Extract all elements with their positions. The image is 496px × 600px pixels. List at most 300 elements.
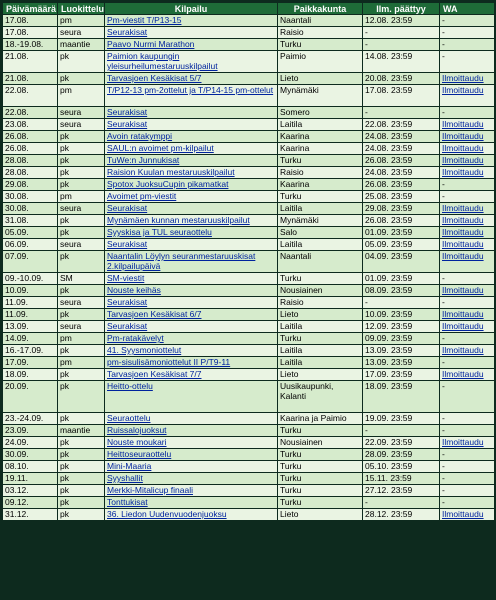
cell-event	[105, 333, 277, 344]
cell-deadline: 12.09. 23:59	[363, 321, 439, 332]
table-row	[3, 119, 494, 130]
cell-wa	[440, 437, 494, 448]
register-link[interactable]: Ilmoittaudu	[442, 227, 484, 237]
table-row	[3, 107, 494, 118]
cell-date: 21.08.	[3, 73, 57, 84]
cell-class: pm	[58, 357, 104, 368]
cell-place: Paimio	[278, 51, 362, 72]
cell-date: 11.09.	[3, 297, 57, 308]
event-link[interactable]: Raision Kuulan mestaruuskilpailut	[107, 167, 235, 177]
cell-class: pk	[58, 155, 104, 166]
table-row	[3, 321, 494, 332]
cell-class: seura	[58, 107, 104, 118]
event-link[interactable]: SAUL:n avoimet pm-kilpailut	[107, 143, 214, 153]
event-link[interactable]: Ruissalojuoksut	[107, 425, 167, 435]
col-header-wa[interactable]: WA	[440, 3, 494, 14]
table-row	[3, 239, 494, 250]
event-link[interactable]: Pm-viestit T/P13-15	[107, 15, 182, 25]
event-link[interactable]: Seuraottelu	[107, 413, 151, 423]
cell-date: 13.09.	[3, 321, 57, 332]
cell-date: 26.08.	[3, 143, 57, 154]
cell-deadline: 12.08. 23:59	[363, 15, 439, 26]
cell-class: pm	[58, 85, 104, 106]
cell-deadline: 26.08. 23:59	[363, 179, 439, 190]
event-link[interactable]: 36. Liedon Uudenvuodenjuoksu	[107, 509, 227, 519]
cell-place: Lieto	[278, 309, 362, 320]
register-link[interactable]: Ilmoittaudu	[442, 239, 484, 249]
event-link[interactable]: Tarvasjoen Kesäkisat 5/7	[107, 73, 202, 83]
cell-place: Laitila	[278, 357, 362, 368]
cell-wa	[440, 119, 494, 130]
register-link[interactable]: Ilmoittaudu	[442, 215, 484, 225]
cell-wa	[440, 203, 494, 214]
table-row	[3, 143, 494, 154]
event-link[interactable]: TuWe:n Junnukisat	[107, 155, 180, 165]
cell-wa: -	[440, 381, 494, 412]
cell-place: Raisio	[278, 167, 362, 178]
register-link[interactable]: Ilmoittaudu	[442, 321, 484, 331]
table-row	[3, 297, 494, 308]
register-link[interactable]: Ilmoittaudu	[442, 85, 484, 95]
register-link[interactable]: Ilmoittaudu	[442, 509, 484, 519]
event-link[interactable]: Seurakisat	[107, 297, 148, 307]
cell-class: seura	[58, 239, 104, 250]
cell-place: Uusikaupunki, Kalanti	[278, 381, 362, 412]
cell-place: Nousiainen	[278, 437, 362, 448]
cell-wa: -	[440, 107, 494, 118]
cell-class: pk	[58, 285, 104, 296]
table-row	[3, 485, 494, 496]
cell-class: pm	[58, 333, 104, 344]
cell-place: Kaarina	[278, 143, 362, 154]
event-link[interactable]: Spotox JuoksuCupin pikamatkat	[107, 179, 229, 189]
cell-event	[105, 85, 277, 106]
table-row	[3, 73, 494, 84]
table-row	[3, 155, 494, 166]
cell-wa: -	[440, 51, 494, 72]
cell-event	[105, 239, 277, 250]
event-link[interactable]: Mini-Maaria	[107, 461, 152, 471]
cell-place: Turku	[278, 425, 362, 436]
cell-place: Lieto	[278, 509, 362, 520]
cell-class: pk	[58, 215, 104, 226]
table-row	[3, 309, 494, 320]
cell-wa	[440, 509, 494, 520]
table-row	[3, 215, 494, 226]
cell-deadline: 04.09. 23:59	[363, 251, 439, 272]
cell-date: 20.09.	[3, 381, 57, 412]
cell-wa: -	[440, 449, 494, 460]
table-row	[3, 497, 494, 508]
cell-event	[105, 51, 277, 72]
table-row	[3, 191, 494, 202]
col-header-date[interactable]: Päivämäärä	[3, 3, 57, 14]
event-link[interactable]: Avoin ratakymppi	[107, 131, 173, 141]
cell-event	[105, 27, 277, 38]
event-link[interactable]: Tonttukisat	[107, 497, 148, 507]
cell-wa: -	[440, 485, 494, 496]
table-row	[3, 285, 494, 296]
table-row	[3, 131, 494, 142]
cell-event	[105, 509, 277, 520]
cell-date: 11.09.	[3, 309, 57, 320]
table-row	[3, 425, 494, 436]
event-link[interactable]: Merkki-Mitalicup finaali	[107, 485, 193, 495]
cell-class: seura	[58, 297, 104, 308]
event-link[interactable]: Paavo Nurmi Marathon	[107, 39, 195, 49]
register-link[interactable]: Ilmoittaudu	[442, 73, 484, 83]
event-link[interactable]: Paimion kaupungin yleisurheilumestaruuskilpailut	[107, 51, 218, 71]
cell-event	[105, 73, 277, 84]
table-row	[3, 251, 494, 272]
cell-place: Mynämäki	[278, 215, 362, 226]
cell-event	[105, 437, 277, 448]
cell-place: Laitila	[278, 203, 362, 214]
cell-wa: -	[440, 473, 494, 484]
cell-date: 05.09.	[3, 227, 57, 238]
table-row	[3, 345, 494, 356]
cell-event	[105, 191, 277, 202]
cell-place: Salo	[278, 227, 362, 238]
cell-date: 23.08.	[3, 119, 57, 130]
cell-date: 30.08.	[3, 191, 57, 202]
cell-place: Somero	[278, 107, 362, 118]
cell-date: 23.09.	[3, 425, 57, 436]
table-row	[3, 413, 494, 424]
cell-date: 21.08.	[3, 51, 57, 72]
cell-class: pk	[58, 485, 104, 496]
col-header-event[interactable]: Kilpailu	[105, 3, 277, 14]
cell-wa	[440, 227, 494, 238]
register-link[interactable]: Ilmoittaudu	[442, 437, 484, 447]
cell-event	[105, 155, 277, 166]
table-row	[3, 85, 494, 106]
cell-wa	[440, 73, 494, 84]
event-link[interactable]: Seurakisat	[107, 119, 148, 129]
cell-wa	[440, 131, 494, 142]
cell-class: pm	[58, 15, 104, 26]
event-link[interactable]: Tarvasjoen Kesäkisat 7/7	[107, 369, 202, 379]
event-link[interactable]: Seurakisat	[107, 203, 148, 213]
cell-date: 22.08.	[3, 107, 57, 118]
register-link[interactable]: Ilmoittaudu	[442, 369, 484, 379]
cell-date: 17.08.	[3, 15, 57, 26]
cell-date: 26.08.	[3, 131, 57, 142]
table-row	[3, 333, 494, 344]
register-link[interactable]: Ilmoittaudu	[442, 155, 484, 165]
cell-place: Turku	[278, 461, 362, 472]
register-link[interactable]: Ilmoittaudu	[442, 345, 484, 355]
event-link[interactable]: Nouste keihäs	[107, 285, 161, 295]
cell-wa: -	[440, 15, 494, 26]
cell-deadline: 05.10. 23:59	[363, 461, 439, 472]
cell-event	[105, 107, 277, 118]
cell-deadline: -	[363, 107, 439, 118]
cell-class: seura	[58, 203, 104, 214]
cell-event	[105, 357, 277, 368]
cell-event	[105, 449, 277, 460]
cell-wa: -	[440, 357, 494, 368]
cell-wa: -	[440, 413, 494, 424]
cell-date: 17.09.	[3, 357, 57, 368]
event-link[interactable]: 41. Syysmoniottelut	[107, 345, 182, 355]
event-link[interactable]: Pm-ratakävelyt	[107, 333, 164, 343]
cell-event	[105, 381, 277, 412]
event-link[interactable]: Nouste moukari	[107, 437, 167, 447]
cell-place: Turku	[278, 333, 362, 344]
cell-wa: -	[440, 425, 494, 436]
cell-place: Nousiainen	[278, 285, 362, 296]
cell-place: Laitila	[278, 345, 362, 356]
cell-wa	[440, 345, 494, 356]
register-link[interactable]: Ilmoittaudu	[442, 131, 484, 141]
cell-deadline: -	[363, 27, 439, 38]
event-link[interactable]: Avoimet pm-viestit	[107, 191, 177, 201]
cell-place: Laitila	[278, 119, 362, 130]
cell-date: 24.09.	[3, 437, 57, 448]
cell-event	[105, 425, 277, 436]
cell-class: pk	[58, 413, 104, 424]
cell-deadline: 26.08. 23:59	[363, 215, 439, 226]
cell-place: Lieto	[278, 369, 362, 380]
cell-deadline: 10.09. 23:59	[363, 309, 439, 320]
cell-deadline: 27.12. 23:59	[363, 485, 439, 496]
col-header-deadline[interactable]: Ilm. päättyy	[363, 3, 439, 14]
cell-deadline: 26.08. 23:59	[363, 155, 439, 166]
cell-place: Turku	[278, 39, 362, 50]
cell-deadline: 19.09. 23:59	[363, 413, 439, 424]
cell-date: 18.09.	[3, 369, 57, 380]
cell-deadline: 24.08. 23:59	[363, 167, 439, 178]
cell-date: 28.08.	[3, 155, 57, 166]
cell-class: pk	[58, 251, 104, 272]
cell-date: 06.09.	[3, 239, 57, 250]
event-link[interactable]: Mynämäen kunnan mestaruuskilpailut	[107, 215, 250, 225]
cell-place: Turku	[278, 497, 362, 508]
event-link[interactable]: Seurakisat	[107, 107, 148, 117]
cell-date: 10.09.	[3, 285, 57, 296]
cell-deadline: 15.11. 23:59	[363, 473, 439, 484]
event-link[interactable]: Seurakisat	[107, 321, 148, 331]
event-link[interactable]: pm-sisulisämoniottelut II P/T9-11	[107, 357, 231, 367]
event-link[interactable]: Heittoseuraottelu	[107, 449, 172, 459]
cell-event	[105, 131, 277, 142]
cell-wa: -	[440, 333, 494, 344]
cell-event	[105, 297, 277, 308]
cell-class: pk	[58, 497, 104, 508]
event-link[interactable]: Tarvasjoen Kesäkisat 6/7	[107, 309, 202, 319]
cell-deadline: 14.08. 23:59	[363, 51, 439, 72]
cell-date: 14.09.	[3, 333, 57, 344]
event-link[interactable]: Seurakisat	[107, 239, 148, 249]
cell-date: 17.08.	[3, 27, 57, 38]
cell-event	[105, 167, 277, 178]
cell-event	[105, 345, 277, 356]
cell-deadline: 25.08. 23:59	[363, 191, 439, 202]
cell-place: Turku	[278, 485, 362, 496]
register-link[interactable]: Ilmoittaudu	[442, 119, 484, 129]
register-link[interactable]: Ilmoittaudu	[442, 167, 484, 177]
cell-event	[105, 497, 277, 508]
cell-class: pk	[58, 345, 104, 356]
cell-event	[105, 273, 277, 284]
cell-place: Turku	[278, 473, 362, 484]
cell-date: 08.10.	[3, 461, 57, 472]
event-link[interactable]: Syyshallit	[107, 473, 143, 483]
cell-class: maantie	[58, 425, 104, 436]
table-row	[3, 369, 494, 380]
cell-deadline: 17.08. 23:59	[363, 85, 439, 106]
cell-class: pk	[58, 179, 104, 190]
cell-deadline: 28.09. 23:59	[363, 449, 439, 460]
cell-place: Kaarina	[278, 131, 362, 142]
cell-deadline: 09.09. 23:59	[363, 333, 439, 344]
cell-class: pk	[58, 143, 104, 154]
table-row	[3, 357, 494, 368]
cell-place: Turku	[278, 273, 362, 284]
cell-wa	[440, 321, 494, 332]
cell-place: Raisio	[278, 297, 362, 308]
cell-deadline: 20.08. 23:59	[363, 73, 439, 84]
cell-date: 31.08.	[3, 215, 57, 226]
cell-wa: -	[440, 273, 494, 284]
cell-class: pk	[58, 437, 104, 448]
cell-class: pk	[58, 381, 104, 412]
cell-wa: -	[440, 27, 494, 38]
cell-date: 29.08.	[3, 179, 57, 190]
cell-deadline: 13.09. 23:59	[363, 357, 439, 368]
cell-class: pk	[58, 509, 104, 520]
register-link[interactable]: Ilmoittaudu	[442, 285, 484, 295]
events-table	[2, 2, 494, 521]
event-link[interactable]: Heitto-ottelu	[107, 381, 153, 391]
cell-date: 07.09.	[3, 251, 57, 272]
cell-deadline: 22.09. 23:59	[363, 437, 439, 448]
cell-class: pk	[58, 309, 104, 320]
cell-event	[105, 473, 277, 484]
cell-place: Turku	[278, 155, 362, 166]
col-header-place[interactable]: Paikkakunta	[278, 3, 362, 14]
table-row	[3, 15, 494, 26]
cell-event	[105, 39, 277, 50]
cell-wa	[440, 239, 494, 250]
cell-class: pk	[58, 473, 104, 484]
cell-wa: -	[440, 179, 494, 190]
event-link[interactable]: Naantalin Löylyn seuranmestaruuskisat 2.kilpailupäivä	[107, 251, 256, 271]
table-row	[3, 273, 494, 284]
cell-date: 09.-10.09.	[3, 273, 57, 284]
cell-deadline: -	[363, 425, 439, 436]
table-row	[3, 509, 494, 520]
cell-class: pk	[58, 73, 104, 84]
register-link[interactable]: Ilmoittaudu	[442, 203, 484, 213]
cell-class: seura	[58, 119, 104, 130]
cell-event	[105, 369, 277, 380]
cell-deadline: 24.08. 23:59	[363, 131, 439, 142]
cell-place: Laitila	[278, 321, 362, 332]
cell-class: pk	[58, 167, 104, 178]
cell-place: Mynämäki	[278, 85, 362, 106]
table-row	[3, 39, 494, 50]
cell-wa	[440, 309, 494, 320]
cell-place: Turku	[278, 449, 362, 460]
cell-event	[105, 285, 277, 296]
events-body	[3, 15, 494, 520]
cell-date: 18.-19.08.	[3, 39, 57, 50]
cell-place: Kaarina	[278, 179, 362, 190]
cell-event	[105, 119, 277, 130]
register-link[interactable]: Ilmoittaudu	[442, 251, 484, 261]
table-row	[3, 179, 494, 190]
cell-date: 28.08.	[3, 167, 57, 178]
cell-place: Naantali	[278, 15, 362, 26]
table-row	[3, 167, 494, 178]
event-link[interactable]: T/P12-13 pm-2ottelut ja T/P14-15 pm-ottelut	[107, 85, 274, 95]
table-row	[3, 461, 494, 472]
cell-class: seura	[58, 27, 104, 38]
cell-deadline: 28.12. 23:59	[363, 509, 439, 520]
cell-class: pk	[58, 227, 104, 238]
cell-event	[105, 15, 277, 26]
cell-deadline: -	[363, 497, 439, 508]
cell-place: Laitila	[278, 239, 362, 250]
cell-wa	[440, 215, 494, 226]
cell-wa	[440, 251, 494, 272]
cell-deadline: 05.09. 23:59	[363, 239, 439, 250]
event-link[interactable]: SM-viestit	[107, 273, 145, 283]
cell-class: SM	[58, 273, 104, 284]
register-link[interactable]: Ilmoittaudu	[442, 309, 484, 319]
cell-wa: -	[440, 497, 494, 508]
cell-deadline: 08.09. 23:59	[363, 285, 439, 296]
cell-place: Lieto	[278, 73, 362, 84]
cell-event	[105, 413, 277, 424]
cell-deadline: 22.08. 23:59	[363, 119, 439, 130]
cell-class: pk	[58, 131, 104, 142]
event-link[interactable]: Seurakisat	[107, 27, 148, 37]
cell-place: Naantali	[278, 251, 362, 272]
cell-event	[105, 203, 277, 214]
table-row	[3, 381, 494, 412]
cell-class: pk	[58, 461, 104, 472]
cell-wa	[440, 143, 494, 154]
cell-class: pk	[58, 51, 104, 72]
cell-place: Turku	[278, 191, 362, 202]
cell-place: Raisio	[278, 27, 362, 38]
table-row	[3, 227, 494, 238]
cell-place: Kaarina ja Paimio	[278, 413, 362, 424]
cell-date: 19.11.	[3, 473, 57, 484]
cell-wa	[440, 85, 494, 106]
register-link[interactable]: Ilmoittaudu	[442, 143, 484, 153]
table-row	[3, 437, 494, 448]
cell-date: 30.09.	[3, 449, 57, 460]
cell-deadline: 18.09. 23:59	[363, 381, 439, 412]
col-header-class[interactable]: Luokittelu	[58, 3, 104, 14]
table-row	[3, 51, 494, 72]
cell-event	[105, 143, 277, 154]
cell-deadline: 24.08. 23:59	[363, 143, 439, 154]
table-row	[3, 203, 494, 214]
cell-wa: -	[440, 461, 494, 472]
table-row	[3, 449, 494, 460]
cell-class: pk	[58, 369, 104, 380]
cell-wa: -	[440, 297, 494, 308]
event-link[interactable]: Syyskisa ja TUL seuraottelu	[107, 227, 212, 237]
cell-event	[105, 215, 277, 226]
cell-class: pm	[58, 191, 104, 202]
cell-event	[105, 309, 277, 320]
